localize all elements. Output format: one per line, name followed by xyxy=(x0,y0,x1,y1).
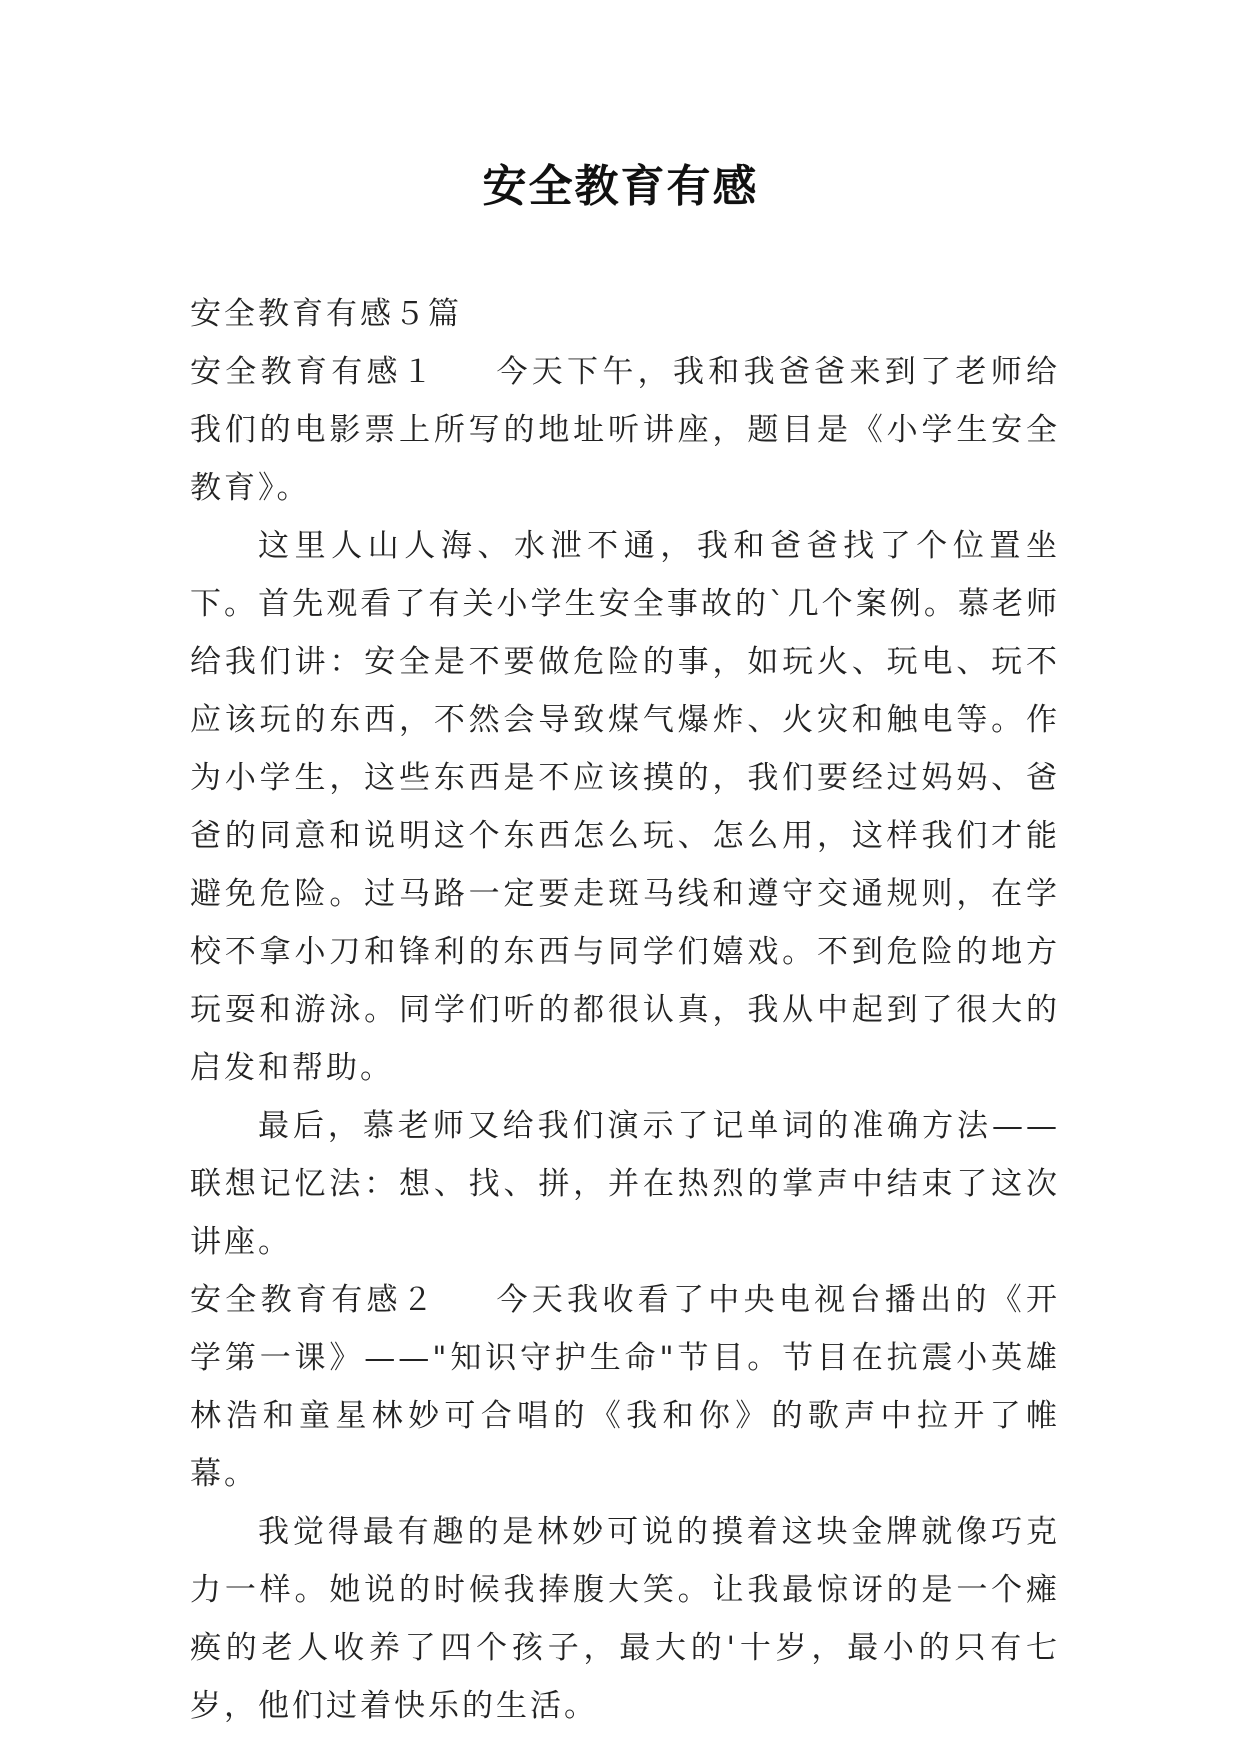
section-1-heading: 安全教育有感１ xyxy=(190,354,438,390)
section-2-paragraph: 我觉得最有趣的是林妙可说的摸着这块金牌就像巧克力一样。她说的时候我捧腹大笑。让我最惊讶的是一个瘫痪的老人收养了四个孩子，最大的'十岁，最小的只有七岁，他们过着快乐的生活。 xyxy=(190,1514,1060,1724)
section-1-paragraph: 这里人山人海、水泄不通，我和爸爸找了个位置坐下。首先观看了有关小学生安全事故的`几个案例。慕老师给我们讲：安全是不要做危险的事，如玩火、玩电、玩不应该玩的东西，不然会导致煤气爆炸、火灾和触电等。作为小学生，这些东西是不应该摸的，我们要经过妈妈、爸爸的同意和说明这个东西怎么玩、怎么用，这样我们才能避免危险。过马路一定要走斑马线和遵守交通规则，在学校不拿小刀和锋利的东西与同学们嬉戏。不到危险的地方玩耍和游泳。同学们听的都很认真，我从中起到了很大的启发和帮助。 xyxy=(190,528,1060,1086)
section-2-opening xyxy=(190,1271,1060,1503)
section-2-heading: 安全教育有感２ xyxy=(190,1282,438,1318)
document-body xyxy=(190,285,1060,1735)
section-1-first-paragraph: 今天下午，我和我爸爸来到了老师给我们的电影票上所写的地址听讲座，题目是《小学生安全教育》。 xyxy=(190,354,1061,506)
section-1-opening xyxy=(190,343,1060,517)
section-2-first-paragraph: 今天我收看了中央电视台播出的《开学第一课》——"知识守护生命"节目。节目在抗震小英雄林浩和童星林妙可合唱的《我和你》的歌声中拉开了帷幕。 xyxy=(190,1282,1061,1492)
section-1-paragraph: 最后，慕老师又给我们演示了记单词的准确方法——联想记忆法：想、找、拼，并在热烈的掌声中结束了这次讲座。 xyxy=(190,1108,1060,1260)
document-title: 安全教育有感 xyxy=(482,161,759,212)
document-subtitle: 安全教育有感５篇 xyxy=(190,296,462,332)
